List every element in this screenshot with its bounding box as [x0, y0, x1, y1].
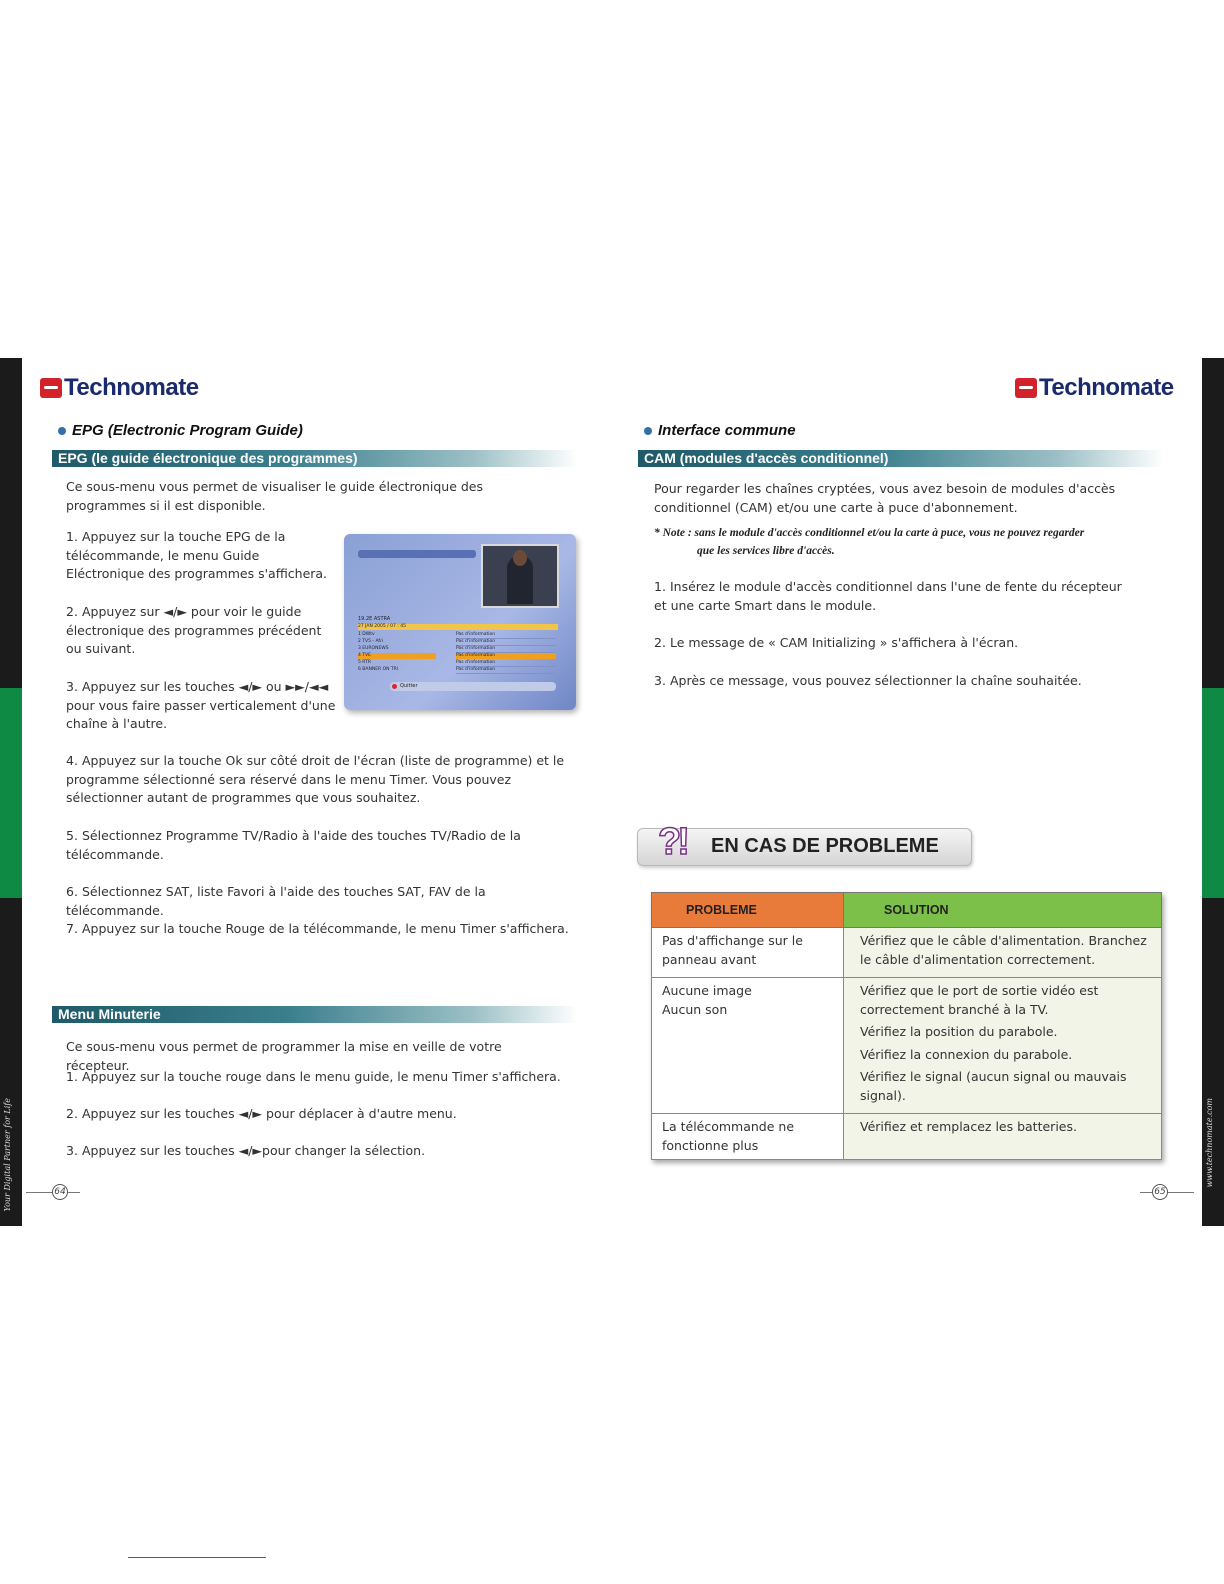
screenshot-channel: 5 RTR [358, 660, 371, 665]
problem-banner-title: EN CAS DE PROBLEME [711, 835, 939, 857]
page-number-right: 65 [1140, 1184, 1194, 1200]
timer-intro: Ce sous-menu vous permet de programmer la mise en veille de votre récepteur. [66, 1039, 502, 1073]
cam-step-1: 1. Insérez le module d'accès conditionnel dans l'une de fente du récepteur et une carte Smart dans le module. [654, 579, 1122, 613]
epg-step-6: 6. Sélectionnez SAT, liste Favori à l'aide des touches SAT, FAV de la télécommande. [66, 884, 486, 918]
epg-bar-title: EPG (le guide électronique des programmes) [52, 450, 578, 467]
screenshot-channel: 2 TV5 - Afri [358, 639, 384, 644]
screenshot-channel: 1 DWtv [358, 632, 375, 637]
right-page-edge [1202, 358, 1224, 1226]
cam-step-2: 2. Le message de « CAM Initializing » s'affichera à l'écran. [654, 635, 1019, 650]
solution-cell: Vérifiez que le port de sortie vidéo est correctement branché à la TV. Vérifiez la position du parabole. Vérifiez la connexion du parabole. Vérifiez le signal (aucun signal ou mauvais signal). [844, 978, 1162, 1114]
timer-bar-title: Menu Minuterie [52, 1006, 578, 1023]
right-edge-green-band [1202, 688, 1224, 898]
manual-spread [0, 358, 1224, 1226]
epg-step-4: 4. Appuyez sur la touche Ok sur côté droit de l'écran (liste de programme) et le programme sélectionné sera réservé dans le menu Timer. Vous pouvez sélectionner autant de programmes que vous souhaitez. [66, 753, 565, 805]
solution-cell: Vérifiez et remplacez les batteries. [844, 1114, 1162, 1160]
screenshot-program: Pas d'information [456, 639, 556, 646]
header-solution: SOLUTION [844, 893, 1162, 928]
problem-cell: La télécommande ne fonctionne plus [652, 1114, 844, 1160]
header-problem: PROBLEME [652, 893, 844, 928]
screenshot-program: Pas d'information [456, 653, 556, 659]
problem-cell: Pas d'affichange sur le panneau avant [652, 928, 844, 978]
troubleshooting-table [651, 892, 1162, 1160]
right-edge-url: www.technomate.com [1205, 1098, 1214, 1188]
bullet-icon [58, 427, 66, 435]
cam-intro: Pour regarder les chaînes cryptées, vous avez besoin de modules d'accès conditionnel (CAM) et/ou une carte à puce d'abonnement. [654, 481, 1116, 515]
solution-cell: Vérifiez que le câble d'alimentation. Branchez le câble d'alimentation correctement. [844, 928, 1162, 978]
screenshot-program: Pas d'information [456, 660, 556, 667]
left-page-edge [0, 358, 22, 1226]
epg-intro: Ce sous-menu vous permet de visualiser le guide électronique des programmes si il est disponible. [66, 479, 484, 513]
screenshot-title-bar [358, 550, 476, 558]
footnote-rule [128, 1557, 266, 1558]
screenshot-video-preview [481, 544, 559, 608]
screenshot-exit-button: Quitter [390, 682, 556, 691]
brand-name: Technomate [1039, 374, 1174, 401]
epg-step-1: 1. Appuyez sur la touche EPG de la télécommande, le menu Guide Eléctronique des programmes s'affichera. [66, 529, 328, 581]
table-row [652, 1114, 1162, 1160]
screenshot-channel: 3 EURONEWS [358, 646, 389, 651]
problem-cell: Aucune image Aucun son [652, 978, 844, 1114]
epg-screenshot [344, 534, 576, 710]
warning-icon: ?! [658, 821, 686, 863]
table-header-row [652, 893, 1162, 928]
screenshot-channel: 4 TVE [358, 653, 436, 659]
table-row [652, 928, 1162, 978]
brand-name: Technomate [64, 374, 199, 401]
screenshot-program: Pas d'information [456, 646, 556, 653]
problem-banner [637, 821, 972, 866]
brand-logo-left [40, 374, 199, 402]
timer-step-3: 3. Appuyez sur les touches ◄/►pour changer la sélection. [66, 1143, 426, 1158]
timer-step-1: 1. Appuyez sur la touche rouge dans le menu guide, le menu Timer s'affichera. [66, 1069, 561, 1084]
cam-bar-title: CAM (modules d'accès conditionnel) [638, 450, 1164, 467]
left-edge-tagline: Your Digital Partner for Life [3, 1098, 12, 1212]
screenshot-sat-label: 19.2E ASTRA [358, 616, 391, 622]
epg-step-3: 3. Appuyez sur les touches ◄/► ou ►►/◄◄ pour vous faire passer verticalement d'une chaîne à l'autre. [66, 679, 336, 731]
page-number-left: 64 [26, 1184, 80, 1200]
cam-step-3: 3. Après ce message, vous pouvez sélectionner la chaîne souhaitée. [654, 673, 1082, 688]
brand-logo-right [1015, 374, 1174, 402]
cam-note: * Note : sans le module d'accès conditionnel et/ou la carte à puce, vous ne pouvez regarder que les services libre d'accès. [654, 527, 1085, 557]
epg-step-5: 5. Sélectionnez Programme TV/Radio à l'aide des touches TV/Radio de la télécommande. [66, 828, 521, 862]
epg-section-title: EPG (Electronic Program Guide) [58, 422, 303, 439]
table-row [652, 978, 1162, 1114]
epg-step-7: 7. Appuyez sur la touche Rouge de la télécommande, le menu Timer s'affichera. [66, 921, 569, 936]
timer-step-2: 2. Appuyez sur les touches ◄/► pour déplacer à d'autre menu. [66, 1106, 457, 1121]
left-edge-green-band [0, 688, 22, 898]
screenshot-program: Pas d'information [456, 667, 556, 674]
brand-mark-icon [1015, 378, 1037, 398]
bullet-icon [644, 427, 652, 435]
screenshot-channel: 6 BANNER ON TRI [358, 667, 399, 672]
brand-mark-icon [40, 378, 62, 398]
screenshot-program: Pas d'information [456, 632, 556, 639]
red-key-icon [392, 684, 397, 689]
screenshot-date-row: 27 JAN 2005 / 07 : 45 [358, 624, 558, 630]
epg-step-2: 2. Appuyez sur ◄/► pour voir le guide électronique des programmes précédent ou suivant. [66, 604, 322, 656]
ci-section-title: Interface commune [644, 422, 796, 439]
